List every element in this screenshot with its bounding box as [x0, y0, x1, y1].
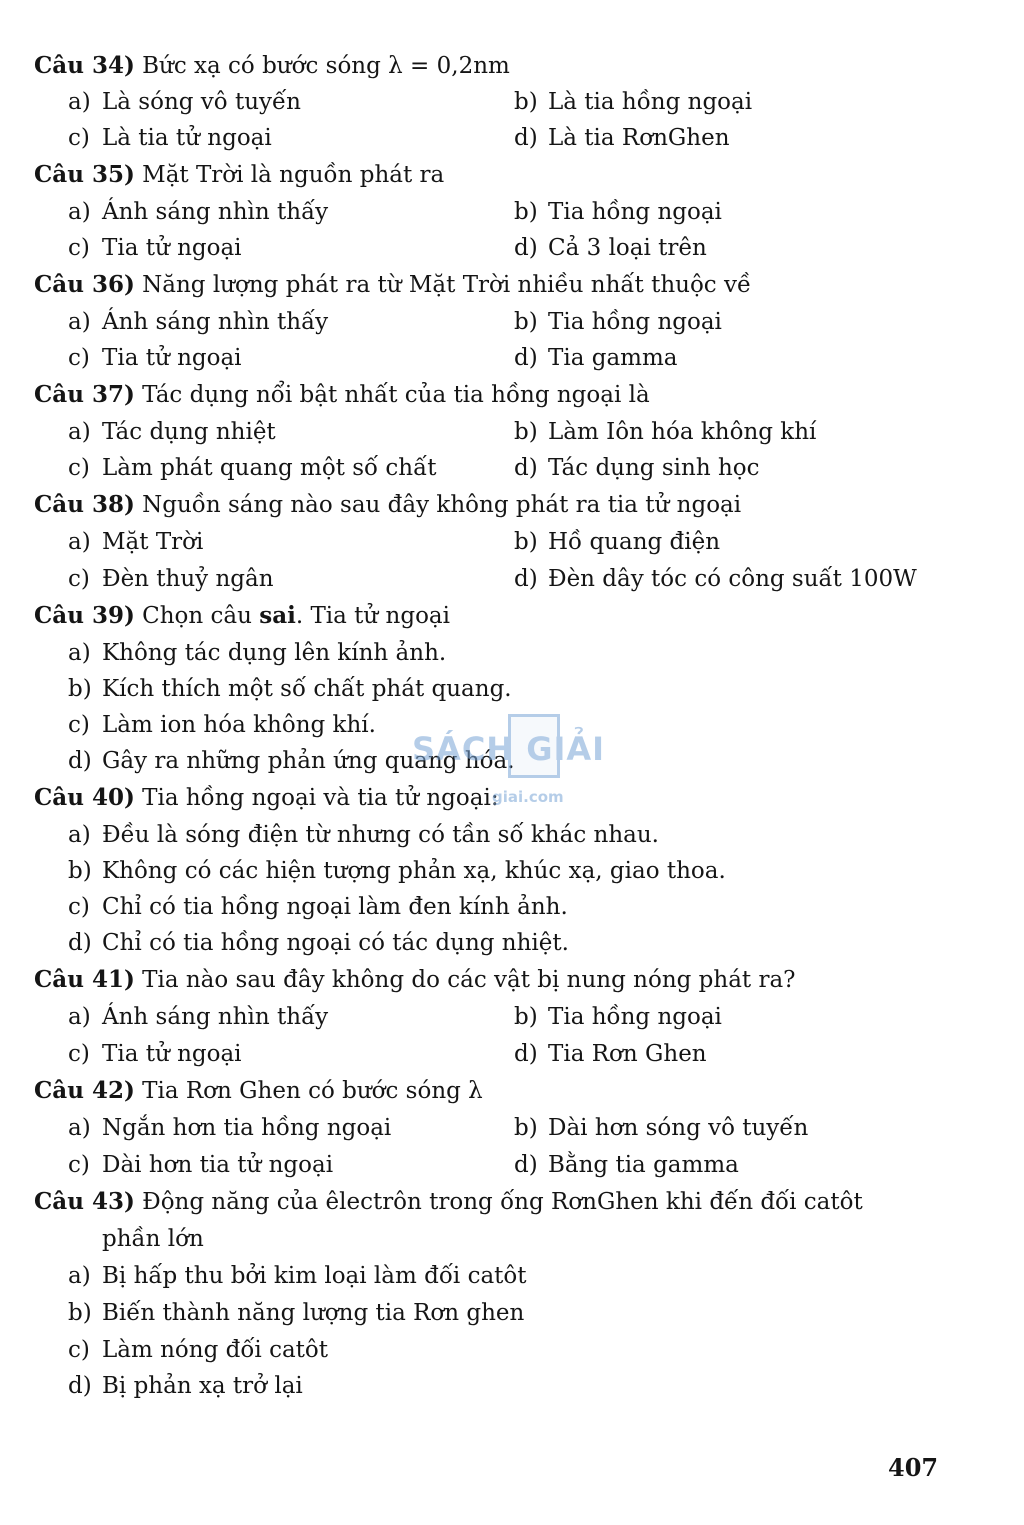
option-text: Tia gamma	[548, 345, 678, 371]
option-label: c)	[68, 125, 90, 151]
option-text: Là tia RơnGhen	[548, 125, 730, 151]
option-label: c)	[68, 566, 90, 592]
question-number: Câu 43)	[34, 1188, 135, 1215]
option-label: d)	[514, 455, 538, 481]
question-36	[34, 267, 934, 303]
option-text: Là tia hồng ngoại	[548, 89, 753, 115]
option-text: Ánh sáng nhìn thấy	[102, 199, 329, 225]
question-42	[34, 1073, 934, 1109]
option-text: Làm phát quang một số chất	[102, 455, 437, 481]
option-label: c)	[68, 1337, 90, 1363]
question-number: Câu 39)	[34, 602, 135, 629]
question-text: Tia Rơn Ghen có bước sóng λ	[142, 1078, 483, 1104]
option-text: Tia tử ngoại	[102, 235, 242, 261]
option-37a	[68, 414, 276, 450]
option-text: Làm Iôn hóa không khí	[548, 419, 817, 445]
option-text: Ánh sáng nhìn thấy	[102, 309, 329, 335]
option-text: Là sóng vô tuyến	[102, 89, 301, 115]
question-35	[34, 157, 934, 193]
watermark-logo	[412, 714, 612, 814]
question-43	[34, 1184, 934, 1220]
option-label: b)	[68, 858, 92, 884]
option-text: Biến thành năng lượng tia Rơn ghen	[102, 1300, 525, 1326]
question-number: Câu 36)	[34, 271, 135, 298]
option-text: Đèn dây tóc có công suất 100W	[548, 566, 917, 592]
question-34	[34, 48, 934, 84]
option-text: Đèn thuỷ ngân	[102, 566, 274, 592]
option-37b	[514, 414, 816, 450]
option-label: a)	[68, 1115, 91, 1141]
option-43a	[68, 1258, 527, 1294]
question-number: Câu 38)	[34, 491, 135, 518]
option-text: Dài hơn sóng vô tuyến	[548, 1115, 809, 1141]
option-text: Ngắn hơn tia hồng ngoại	[102, 1115, 392, 1141]
question-number: Câu 41)	[34, 966, 135, 993]
question-text: Mặt Trời là nguồn phát ra	[142, 162, 445, 188]
question-text: Bức xạ có bước sóng λ = 0,2nm	[142, 53, 510, 79]
option-35b	[514, 194, 722, 230]
option-text: Cả 3 loại trên	[548, 235, 707, 261]
option-text: Là tia tử ngoại	[102, 125, 272, 151]
option-38c	[68, 561, 274, 597]
question-text: Tia nào sau đây không do các vật bị nung nóng phát ra?	[142, 967, 796, 993]
option-36b	[514, 304, 722, 340]
option-37d	[514, 450, 759, 486]
option-41c	[68, 1036, 242, 1072]
option-label: b)	[514, 419, 538, 445]
option-36c	[68, 340, 242, 376]
question-text: Động năng của êlectrôn trong ống RơnGhen khi đến đối catôt	[142, 1189, 863, 1215]
question-text: Năng lượng phát ra từ Mặt Trời nhiều nhất thuộc về	[142, 272, 752, 298]
option-38b	[514, 524, 720, 560]
question-number: Câu 35)	[34, 161, 135, 188]
option-38a	[68, 524, 203, 560]
option-label: a)	[68, 1004, 91, 1030]
page-number: 407	[888, 1453, 939, 1482]
option-39a	[68, 635, 446, 671]
option-42d	[514, 1147, 739, 1183]
option-text: Tia tử ngoại	[102, 345, 242, 371]
option-36a	[68, 304, 328, 340]
option-text: Tác dụng nhiệt	[102, 419, 276, 445]
option-43c	[68, 1332, 328, 1368]
option-36d	[514, 340, 678, 376]
option-35c	[68, 230, 242, 266]
option-label: a)	[68, 89, 91, 115]
option-label: b)	[514, 1115, 538, 1141]
option-41a	[68, 999, 328, 1035]
option-text: Tia hồng ngoại	[548, 199, 722, 225]
option-40b	[68, 853, 726, 889]
option-text: Dài hơn tia tử ngoại	[102, 1152, 334, 1178]
question-43-continuation: phần lớn	[102, 1226, 204, 1252]
option-42a	[68, 1110, 391, 1146]
option-text: Gây ra những phản ứng quang hóa.	[102, 748, 515, 774]
option-40c	[68, 889, 568, 925]
option-text: Chỉ có tia hồng ngoại có tác dụng nhiệt.	[102, 930, 569, 956]
question-text: Nguồn sáng nào sau đây không phát ra tia tử ngoại	[142, 492, 742, 518]
question-number: Câu 40)	[34, 784, 135, 811]
option-39b	[68, 671, 512, 707]
option-text: Hồ quang điện	[548, 529, 721, 555]
option-label: b)	[68, 1300, 92, 1326]
option-label: b)	[68, 676, 92, 702]
option-label: c)	[68, 1152, 90, 1178]
option-39c	[68, 707, 376, 743]
question-number: Câu 37)	[34, 381, 135, 408]
option-35a	[68, 194, 328, 230]
option-text: Tia hồng ngoại	[548, 1004, 722, 1030]
question-41	[34, 962, 934, 998]
option-label: d)	[68, 748, 92, 774]
option-text: Làm ion hóa không khí.	[102, 712, 376, 738]
option-label: c)	[68, 455, 90, 481]
option-34b	[514, 84, 752, 120]
question-text-emphasis: sai	[259, 602, 296, 629]
option-text: Ánh sáng nhìn thấy	[102, 1004, 329, 1030]
question-37	[34, 377, 934, 413]
option-40a	[68, 817, 659, 853]
option-text: Kích thích một số chất phát quang.	[102, 676, 512, 702]
option-label: b)	[514, 89, 538, 115]
option-text: Bị hấp thu bởi kim loại làm đối catôt	[102, 1263, 527, 1289]
option-label: d)	[514, 345, 538, 371]
question-text-post: . Tia tử ngoại	[295, 603, 451, 629]
option-label: a)	[68, 1263, 91, 1289]
option-41d	[514, 1036, 707, 1072]
option-text: Tia Rơn Ghen	[548, 1041, 707, 1067]
option-label: c)	[68, 894, 90, 920]
question-39	[34, 598, 934, 634]
option-42b	[514, 1110, 808, 1146]
watermark-text: SÁCH GIẢI	[412, 730, 606, 768]
question-number: Câu 34)	[34, 52, 135, 79]
option-label: a)	[68, 529, 91, 555]
option-text: Tác dụng sinh học	[548, 455, 760, 481]
option-text: Tia tử ngoại	[102, 1041, 242, 1067]
option-text: Không tác dụng lên kính ảnh.	[102, 640, 447, 666]
option-40d	[68, 925, 569, 961]
option-43b	[68, 1295, 524, 1331]
option-38d	[514, 561, 917, 597]
option-43d	[68, 1368, 303, 1404]
option-label: d)	[514, 125, 538, 151]
question-number: Câu 42)	[34, 1077, 135, 1104]
option-label: c)	[68, 345, 90, 371]
question-text-pre: Chọn câu	[142, 603, 260, 629]
option-label: c)	[68, 235, 90, 261]
option-text: Không có các hiện tượng phản xạ, khúc xạ, giao thoa.	[102, 858, 726, 884]
option-label: b)	[514, 1004, 538, 1030]
option-label: b)	[514, 199, 538, 225]
option-41b	[514, 999, 722, 1035]
option-text: Chỉ có tia hồng ngoại làm đen kính ảnh.	[102, 894, 568, 920]
option-label: a)	[68, 199, 91, 225]
option-label: b)	[514, 529, 538, 555]
option-label: d)	[514, 1152, 538, 1178]
option-label: c)	[68, 1041, 90, 1067]
option-37c	[68, 450, 436, 486]
option-label: a)	[68, 419, 91, 445]
option-text: Đều là sóng điện từ nhưng có tần số khác nhau.	[102, 822, 659, 848]
question-38	[34, 487, 934, 523]
option-text: Tia hồng ngoại	[548, 309, 722, 335]
option-label: a)	[68, 822, 91, 848]
option-35d	[514, 230, 707, 266]
option-text: Bằng tia gamma	[548, 1152, 739, 1178]
option-label: b)	[514, 309, 538, 335]
option-34a	[68, 84, 301, 120]
option-label: d)	[68, 1373, 92, 1399]
option-42c	[68, 1147, 333, 1183]
option-34d	[514, 120, 730, 156]
option-label: a)	[68, 309, 91, 335]
option-label: d)	[514, 1041, 538, 1067]
question-text: Tác dụng nổi bật nhất của tia hồng ngoại là	[142, 382, 650, 408]
option-text: Làm nóng đối catôt	[102, 1337, 329, 1363]
option-text: Bị phản xạ trở lại	[102, 1373, 303, 1399]
option-text: Mặt Trời	[102, 529, 204, 555]
option-label: d)	[514, 235, 538, 261]
option-34c	[68, 120, 272, 156]
option-label: d)	[514, 566, 538, 592]
question-text: Tia hồng ngoại và tia tử ngoại:	[142, 785, 499, 811]
option-label: a)	[68, 640, 91, 666]
option-label: d)	[68, 930, 92, 956]
watermark-url: giai.com	[492, 788, 564, 806]
option-label: c)	[68, 712, 90, 738]
